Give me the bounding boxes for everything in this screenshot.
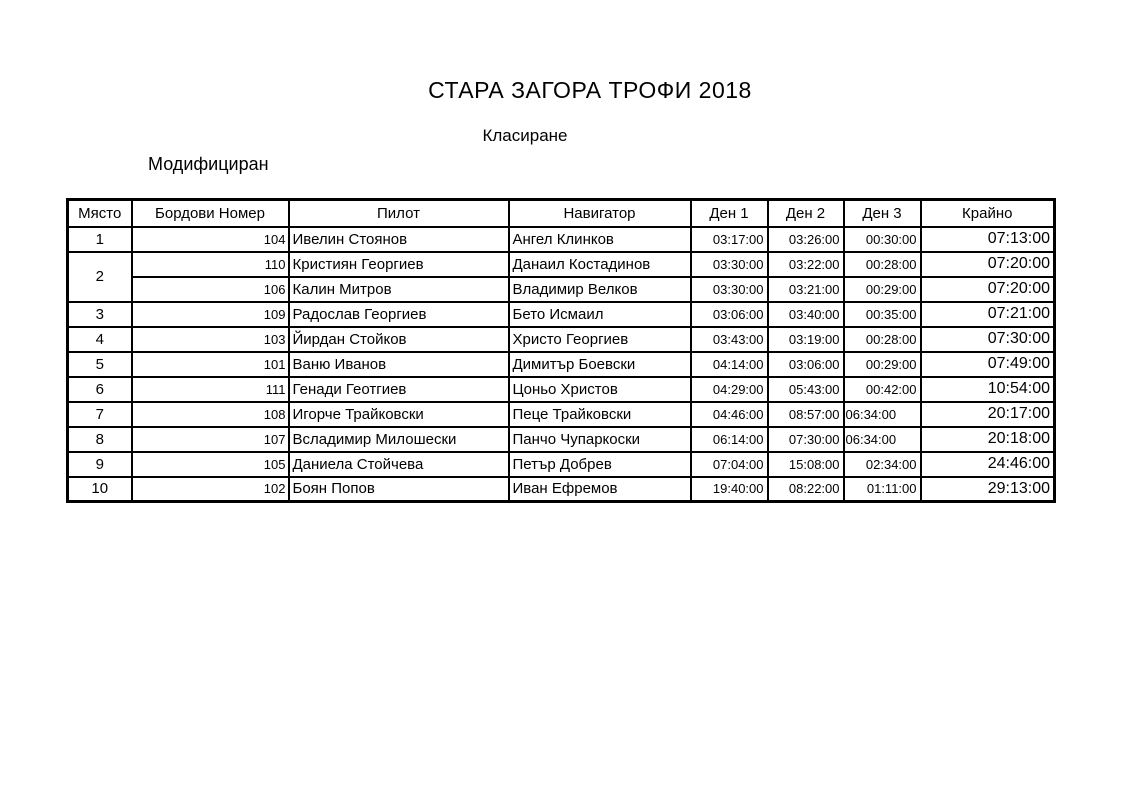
cell-pilot: Генади Геотгиев <box>289 377 509 402</box>
cell-pilot: Йирдан Стойков <box>289 327 509 352</box>
cell-navigator: Христо Георгиев <box>509 327 691 352</box>
cell-day2: 07:30:00 <box>768 427 844 452</box>
cell-day2: 15:08:00 <box>768 452 844 477</box>
table-row <box>68 452 1055 477</box>
cell-day2: 03:19:00 <box>768 327 844 352</box>
cell-navigator: Бето Исмаил <box>509 302 691 327</box>
cell-place: 7 <box>68 402 132 427</box>
cell-day3: 02:34:00 <box>844 452 921 477</box>
col-header-day2: Ден 2 <box>768 200 844 227</box>
table-row <box>68 377 1055 402</box>
cell-day1: 03:43:00 <box>691 327 768 352</box>
table-row <box>68 327 1055 352</box>
col-header-final: Крайно <box>921 200 1055 227</box>
cell-final: 10:54:00 <box>921 377 1055 402</box>
cell-pilot: Ивелин Стоянов <box>289 227 509 252</box>
cell-day2: 05:43:00 <box>768 377 844 402</box>
cell-day3: 00:42:00 <box>844 377 921 402</box>
cell-day1: 19:40:00 <box>691 477 768 502</box>
cell-navigator: Цоньо Христов <box>509 377 691 402</box>
cell-final: 29:13:00 <box>921 477 1055 502</box>
col-header-number: Бордови Номер <box>132 200 289 227</box>
cell-number: 109 <box>132 302 289 327</box>
cell-day2: 03:21:00 <box>768 277 844 302</box>
cell-place: 10 <box>68 477 132 502</box>
cell-day1: 04:14:00 <box>691 352 768 377</box>
cell-navigator: Данаил Костадинов <box>509 252 691 277</box>
results-table <box>66 198 1056 503</box>
cell-day2: 03:40:00 <box>768 302 844 327</box>
cell-navigator: Ангел Клинков <box>509 227 691 252</box>
cell-number: 107 <box>132 427 289 452</box>
cell-place: 4 <box>68 327 132 352</box>
cell-day2: 03:22:00 <box>768 252 844 277</box>
cell-day3: 01:11:00 <box>844 477 921 502</box>
cell-final: 07:13:00 <box>921 227 1055 252</box>
cell-place: 8 <box>68 427 132 452</box>
cell-place: 9 <box>68 452 132 477</box>
cell-day2: 03:06:00 <box>768 352 844 377</box>
cell-number: 101 <box>132 352 289 377</box>
table-header-row <box>68 200 1055 227</box>
cell-day1: 04:29:00 <box>691 377 768 402</box>
cell-navigator: Владимир Велков <box>509 277 691 302</box>
page-subtitle: Класиране <box>482 126 568 145</box>
col-header-navigator: Навигатор <box>509 200 691 227</box>
cell-number: 111 <box>132 377 289 402</box>
cell-number: 102 <box>132 477 289 502</box>
cell-day3: 00:29:00 <box>844 277 921 302</box>
table-row <box>68 277 1055 302</box>
cell-navigator: Панчо Чупаркоски <box>509 427 691 452</box>
cell-navigator: Петър Добрев <box>509 452 691 477</box>
cell-day1: 07:04:00 <box>691 452 768 477</box>
cell-day1: 03:06:00 <box>691 302 768 327</box>
cell-place: 5 <box>68 352 132 377</box>
cell-final: 07:20:00 <box>921 252 1055 277</box>
cell-day3: 00:29:00 <box>844 352 921 377</box>
cell-day1: 06:14:00 <box>691 427 768 452</box>
cell-day1: 04:46:00 <box>691 402 768 427</box>
cell-number: 103 <box>132 327 289 352</box>
table-row <box>68 477 1055 502</box>
cell-pilot: Всладимир Милошески <box>289 427 509 452</box>
cell-final: 24:46:00 <box>921 452 1055 477</box>
cell-pilot: Ваню Иванов <box>289 352 509 377</box>
cell-number: 106 <box>132 277 289 302</box>
table-row <box>68 402 1055 427</box>
cell-day1: 03:30:00 <box>691 252 768 277</box>
col-header-day1: Ден 1 <box>691 200 768 227</box>
cell-pilot: Кристиян Георгиев <box>289 252 509 277</box>
cell-final: 07:21:00 <box>921 302 1055 327</box>
cell-day3: 00:30:00 <box>844 227 921 252</box>
col-header-pilot: Пилот <box>289 200 509 227</box>
table-row <box>68 227 1055 252</box>
cell-number: 110 <box>132 252 289 277</box>
table-row <box>68 302 1055 327</box>
cell-navigator: Иван Ефремов <box>509 477 691 502</box>
cell-final: 07:20:00 <box>921 277 1055 302</box>
cell-final: 20:18:00 <box>921 427 1055 452</box>
results-table-container <box>66 198 1056 503</box>
cell-pilot: Радослав Георгиев <box>289 302 509 327</box>
cell-pilot: Игорче Трайковски <box>289 402 509 427</box>
cell-day2: 08:57:00 <box>768 402 844 427</box>
cell-day3: 00:28:00 <box>844 327 921 352</box>
cell-pilot: Даниела Стойчева <box>289 452 509 477</box>
cell-navigator: Димитър Боевски <box>509 352 691 377</box>
cell-navigator: Пеце Трайковски <box>509 402 691 427</box>
table-row <box>68 252 1055 277</box>
cell-place: 1 <box>68 227 132 252</box>
cell-day3: 06:34:00 <box>844 402 921 427</box>
cell-day1: 03:17:00 <box>691 227 768 252</box>
cell-place: 2 <box>68 252 132 302</box>
cell-number: 104 <box>132 227 289 252</box>
cell-number: 108 <box>132 402 289 427</box>
table-row <box>68 352 1055 377</box>
cell-final: 20:17:00 <box>921 402 1055 427</box>
cell-day3: 06:34:00 <box>844 427 921 452</box>
page-title: СТАРА ЗАГОРА ТРОФИ 2018 <box>428 77 752 103</box>
cell-place: 3 <box>68 302 132 327</box>
cell-day1: 03:30:00 <box>691 277 768 302</box>
section-label: Модифициран <box>148 154 269 174</box>
cell-day3: 00:28:00 <box>844 252 921 277</box>
cell-pilot: Боян Попов <box>289 477 509 502</box>
cell-final: 07:30:00 <box>921 327 1055 352</box>
cell-final: 07:49:00 <box>921 352 1055 377</box>
cell-place: 6 <box>68 377 132 402</box>
table-row <box>68 427 1055 452</box>
col-header-day3: Ден 3 <box>844 200 921 227</box>
cell-day2: 03:26:00 <box>768 227 844 252</box>
cell-day2: 08:22:00 <box>768 477 844 502</box>
cell-day3: 00:35:00 <box>844 302 921 327</box>
cell-number: 105 <box>132 452 289 477</box>
cell-pilot: Калин Митров <box>289 277 509 302</box>
col-header-place: Място <box>68 200 132 227</box>
